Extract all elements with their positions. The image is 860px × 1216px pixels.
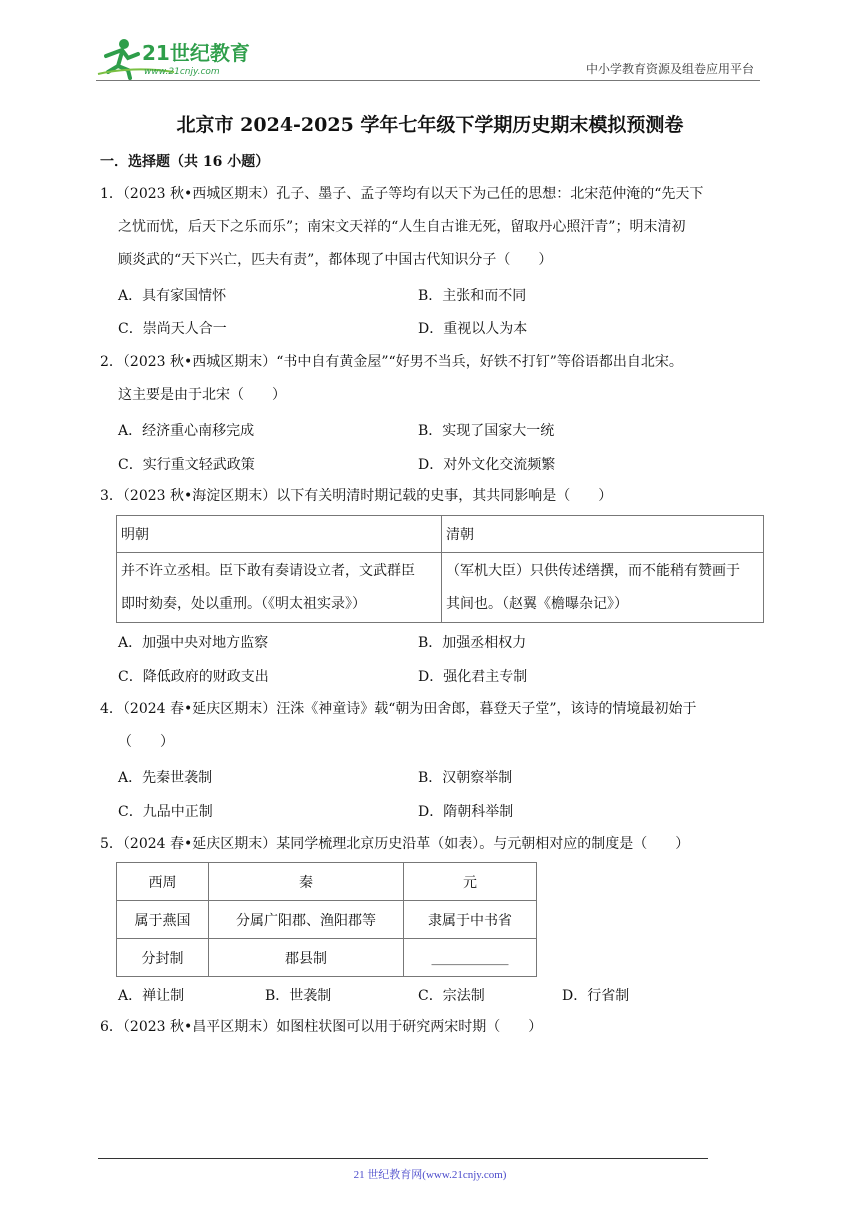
header-divider — [96, 80, 760, 81]
question-text: 这主要是由于北宋（ ） — [118, 387, 286, 403]
question-3 — [100, 480, 762, 513]
question-text: 1．（2023 秋•西城区期末）孔子、墨子、孟子等均有以天下为己任的思想：北宋范仲淹的“先天下 — [100, 186, 704, 202]
option-a: A．具有家国情怀 — [118, 288, 227, 304]
option-c: C．降低政府的财政支出 — [118, 669, 269, 685]
logo-text: 21世纪教育 — [142, 41, 250, 65]
option-a: A．加强中央对地方监察 — [118, 635, 269, 651]
table-cell: 郡县制 — [209, 939, 404, 977]
footer-divider — [98, 1158, 708, 1159]
question-text: 4．（2024 春•延庆区期末）汪洙《神童诗》载“朝为田舍郎，暮登天子堂”，该诗的情境最初始于 — [100, 701, 697, 717]
question-1 — [100, 178, 762, 277]
table-cell-line: 并不许立丞相。臣下敢有奏请设立者，文武群臣 — [121, 562, 415, 579]
question-4 — [100, 693, 762, 759]
table-cell — [117, 553, 442, 623]
option-b: B．主张和而不同 — [418, 288, 527, 304]
question-text: 6．（2023 秋•昌平区期末）如图柱状图可以用于研究两宋时期（ ） — [100, 1019, 543, 1035]
question-text: 5．（2024 春•延庆区期末）某同学梳理北京历史沿革（如表）。与元朝相对应的制度是（ ） — [100, 836, 690, 852]
history-table — [116, 862, 537, 977]
option-a: A．禅让制 — [118, 988, 185, 1004]
source-table — [116, 515, 764, 623]
option-c: C．崇尚天人合一 — [118, 321, 227, 337]
table-cell: 分封制 — [117, 939, 209, 977]
option-c: C．宗法制 — [418, 988, 485, 1004]
question-text: 之忧而忧，后天下之乐而乐”；南宋文天祥的“人生自古谁无死，留取丹心照汗青”；明末清初 — [118, 219, 686, 235]
question-text: （ ） — [118, 734, 174, 750]
logo-url: www.21cnjy.com — [144, 67, 220, 77]
page-title: 北京市 2024-2025 学年七年级下学期历史期末模拟预测卷 — [176, 114, 684, 136]
option-b: B．世袭制 — [265, 988, 332, 1004]
table-header: 清朝 — [442, 516, 764, 553]
table-cell: 分属广阳郡、渔阳郡等 — [209, 901, 404, 939]
header-site-label: 中小学教育资源及组卷应用平台 — [585, 62, 754, 76]
table-cell: 隶属于中书省 — [404, 901, 537, 939]
section-heading: 一．选择题（共 16 小题） — [100, 154, 270, 170]
option-a: A．经济重心南移完成 — [118, 423, 255, 439]
table-cell — [442, 553, 764, 623]
table-cell: 属于燕国 — [117, 901, 209, 939]
question-text: 2．（2023 秋•西城区期末）“书中自有黄金屋”“好男不当兵，好铁不打钉”等俗语都出自北宋。 — [100, 354, 683, 370]
option-d: D．强化君主专制 — [418, 669, 528, 685]
option-b: B．加强丞相权力 — [418, 635, 527, 651]
option-d: D．重视以人为本 — [418, 321, 528, 337]
question-6 — [100, 1011, 762, 1044]
footer-link[interactable]: 21 世纪教育网(www.21cnjy.com) — [353, 1169, 507, 1181]
question-5 — [100, 828, 762, 861]
table-cell: 西周 — [117, 863, 209, 901]
table-header: 明朝 — [117, 516, 442, 553]
option-c: C．实行重文轻武政策 — [118, 457, 255, 473]
table-cell: 元 — [404, 863, 537, 901]
question-text: 3．（2023 秋•海淀区期末）以下有关明清时期记载的史事，其共同影响是（ ） — [100, 488, 613, 504]
option-d: D．行省制 — [562, 988, 630, 1004]
question-text: 顾炎武的“天下兴亡，匹夫有责”，都体现了中国古代知识分子（ ） — [118, 252, 553, 268]
answer-blank: ___________ — [404, 939, 537, 977]
option-d: D．隋朝科举制 — [418, 804, 514, 820]
table-cell-line: 其间也。（赵翼《檐曝杂记》） — [446, 595, 628, 612]
site-logo — [94, 36, 264, 80]
table-cell-line: 即时劾奏，处以重刑。（《明太祖实录》） — [121, 595, 366, 612]
option-d: D．对外文化交流频繁 — [418, 457, 556, 473]
table-cell: 秦 — [209, 863, 404, 901]
option-b: B．汉朝察举制 — [418, 770, 513, 786]
table-cell-line: （军机大臣）只供传述缮撰，而不能稍有赞画于 — [446, 562, 740, 579]
question-2 — [100, 346, 762, 412]
option-b: B．实现了国家大一统 — [418, 423, 555, 439]
option-a: A．先秦世袭制 — [118, 770, 213, 786]
option-c: C．九品中正制 — [118, 804, 213, 820]
